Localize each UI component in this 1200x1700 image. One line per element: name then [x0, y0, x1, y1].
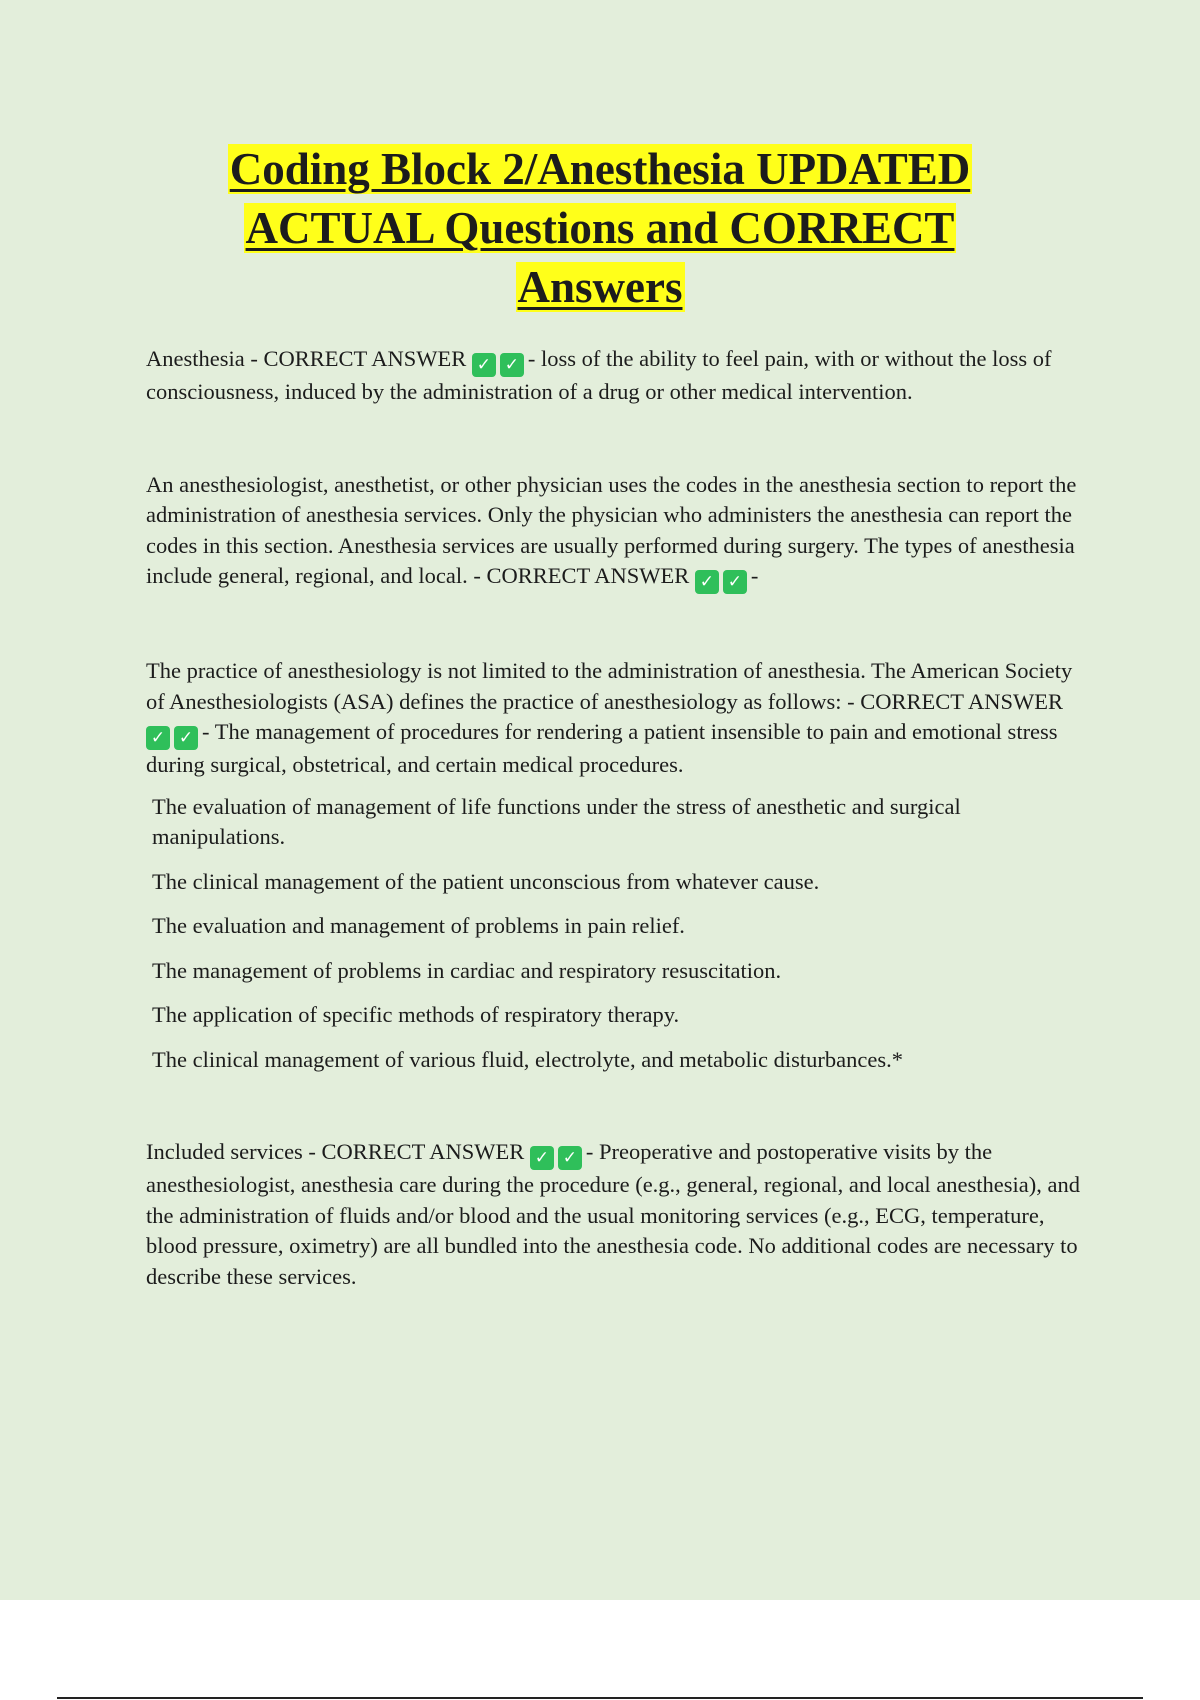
sub-item: The evaluation of management of life functions under the stress of anesthetic and surgical manipulations. [152, 793, 961, 849]
check-mark-icon: ✓ [558, 1146, 582, 1170]
check-mark-icon: ✓ [146, 726, 170, 750]
entry-anesthesia [146, 344, 1086, 408]
sub-item: The application of specific methods of respiratory therapy. [152, 1002, 680, 1027]
entry-practice-of-anesthesiology [146, 656, 1086, 781]
entry-question: An anesthesiologist, anesthetist, or other physician uses the codes in the anesthesia section to report the administration of anesthesia services. Only the physician who administers the anesthesia can report the codes in this section. Anesthesia services are usually performed during surgery. The types of anesthesia include general, regional, and local. - CORRECT ANSWER [146, 471, 1077, 588]
check-mark-icon: ✓ [723, 570, 747, 594]
footer-divider [57, 1697, 1143, 1699]
title-line-3: Answers [517, 262, 683, 312]
sub-item: The clinical management of the patient unconscious from whatever cause. [152, 868, 820, 894]
sub-item: The evaluation and management of problems in pain relief. [152, 913, 685, 938]
entry-answer: - [750, 563, 759, 588]
entry-question: Anesthesia - CORRECT ANSWER [146, 346, 467, 371]
document-content [146, 344, 1086, 1292]
check-mark-icon: ✓ [530, 1146, 554, 1170]
document-title [100, 140, 1100, 317]
sub-item: The clinical management of various fluid, electrolyte, and metabolic disturbances.* [152, 1046, 903, 1072]
check-mark-icon: ✓ [695, 570, 719, 594]
check-mark-icon: ✓ [500, 353, 524, 377]
entry-question: Included services - CORRECT ANSWER [146, 1139, 525, 1164]
check-mark-icon: ✓ [472, 353, 496, 377]
entry-answer: - Preoperative and postoperative visits by the anesthesiologist, anesthesia care during the procedure (e.g., general, regional, and local anesthesia), and the administration of fluids and/or blood and the usual monitoring services (e.g., ECG, temperature, blood pressure, oximetry) are all bundled into the anesthesia code. No additional codes are necessary to describe these services. [146, 1139, 1081, 1289]
entry-answer: - loss of the ability to feel pain, with or without the loss of consciousness, induced by the administration of a drug or other medical intervention. [146, 346, 1052, 404]
entry-anesthesia-codes [146, 470, 1086, 595]
entry-answer: - The management of procedures for rendering a patient insensible to pain and emotional stress during surgical, obstetrical, and certain medical procedures. [146, 719, 1058, 777]
entry-included-services [146, 1137, 1086, 1292]
check-mark-icon: ✓ [174, 726, 198, 750]
entry-question: The practice of anesthesiology is not limited to the administration of anesthesia. The American Society of Anesthesiologists (ASA) defines the practice of anesthesiology as follows: - CORRECT ANSWER [146, 658, 1073, 714]
sub-item: The management of problems in cardiac and respiratory resuscitation. [152, 957, 782, 983]
title-line-1: Coding Block 2/Anesthesia UPDATED [229, 144, 971, 194]
title-line-2: ACTUAL Questions and CORRECT [245, 203, 955, 253]
